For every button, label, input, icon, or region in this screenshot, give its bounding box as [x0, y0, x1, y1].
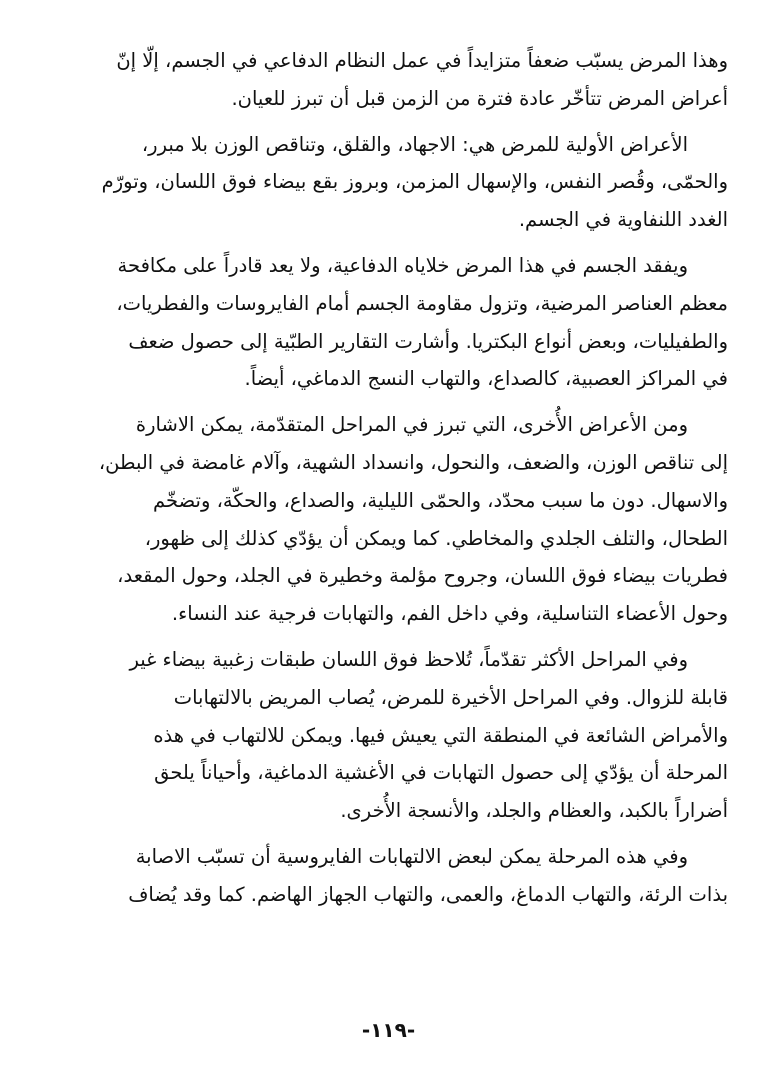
- text-line: والاسهال. دون ما سبب محدّد، والحمّى الليلية، والصداع، والحكّة، وتضخّم: [153, 488, 728, 512]
- text-line: وهذا المرض يسبّب ضعفاً متزايداً في عمل النظام الدفاعي في الجسم، إلّا إنّ: [116, 49, 728, 72]
- paragraph-start-line: وفي هذه المرحلة يمكن لبعض الالتهابات الفايروسية أن تسبّب الاصابة: [135, 844, 688, 868]
- paragraph-start-line: ويفقد الجسم في هذا المرض خلاياه الدفاعية، ولا يعد قادراً على مكافحة: [117, 253, 688, 277]
- text-line: الطحال، والتلف الجلدي والمخاطي. كما ويمكن أن يؤدّي كذلك إلى ظهور،: [144, 526, 728, 550]
- text-line: إلى تناقص الوزن، والضعف، والنحول، وانسداد الشهية، وآلام غامضة في البطن،: [98, 450, 728, 474]
- text-line: فطريات بيضاء فوق اللسان، وجروح مؤلمة وخطيرة في الجلد، وحول المقعد،: [117, 564, 728, 588]
- paragraph-start-line: وفي المراحل الأكثر تقدّماً، تُلاحظ فوق اللسان طبقات زغبية بيضاء غير: [129, 647, 688, 671]
- text-line: أعراض المرض تتأخّر عادة فترة من الزمن قبل أن تبرز للعيان.: [231, 86, 728, 110]
- text-line: والطفيليات، وبعض أنواع البكتريا. وأشارت التقارير الطبّية إلى حصول ضعف: [128, 329, 728, 353]
- text-line: والأمراض الشائعة في المنطقة التي يعيش فيها. ويمكن للالتهاب في هذه: [153, 723, 728, 747]
- text-line: والحمّى، وقُصر النفس، والإسهال المزمن، وبروز بقع بيضاء فوق اللسان، وتورّم: [101, 170, 728, 194]
- text-line: بذات الرئة، والتهاب الدماغ، والعمى، والتهاب الجهاز الهاضم. كما وقد يُضاف: [128, 882, 728, 906]
- text-line: الغدد اللنفاوية في الجسم.: [518, 208, 728, 232]
- text-line: المرحلة أن يؤدّي إلى حصول التهابات في الأغشية الدماغية، وأحياناً يلحق: [154, 761, 728, 785]
- page-number: -١١٩-: [361, 1018, 416, 1042]
- paragraph-start-line: الأعراض الأولية للمرض هي: الاجهاد، والقلق، وتناقص الوزن بلا مبرر،: [141, 132, 688, 156]
- text-line: قابلة للزوال. وفي المراحل الأخيرة للمرض، يُصاب المريض بالالتهابات: [173, 685, 728, 709]
- paragraph-start-line: ومن الأعراض الأُخرى، التي تبرز في المراحل المتقدّمة، يمكن الاشارة: [135, 413, 688, 437]
- text-line: في المراكز العصبية، كالصداع، والتهاب النسج الدماغي، أيضاً.: [244, 367, 728, 391]
- text-line: وحول الأعضاء التناسلية، وفي داخل الفم، والتهابات فرجية عند النساء.: [171, 602, 728, 626]
- body-text: [68, 42, 728, 914]
- text-line: أضراراً بالكبد، والعظام والجلد، والأنسجة الأُخرى.: [340, 799, 728, 823]
- text-line: معظم العناصر المرضية، وتزول مقاومة الجسم أمام الفايروسات والفطريات،: [116, 291, 728, 315]
